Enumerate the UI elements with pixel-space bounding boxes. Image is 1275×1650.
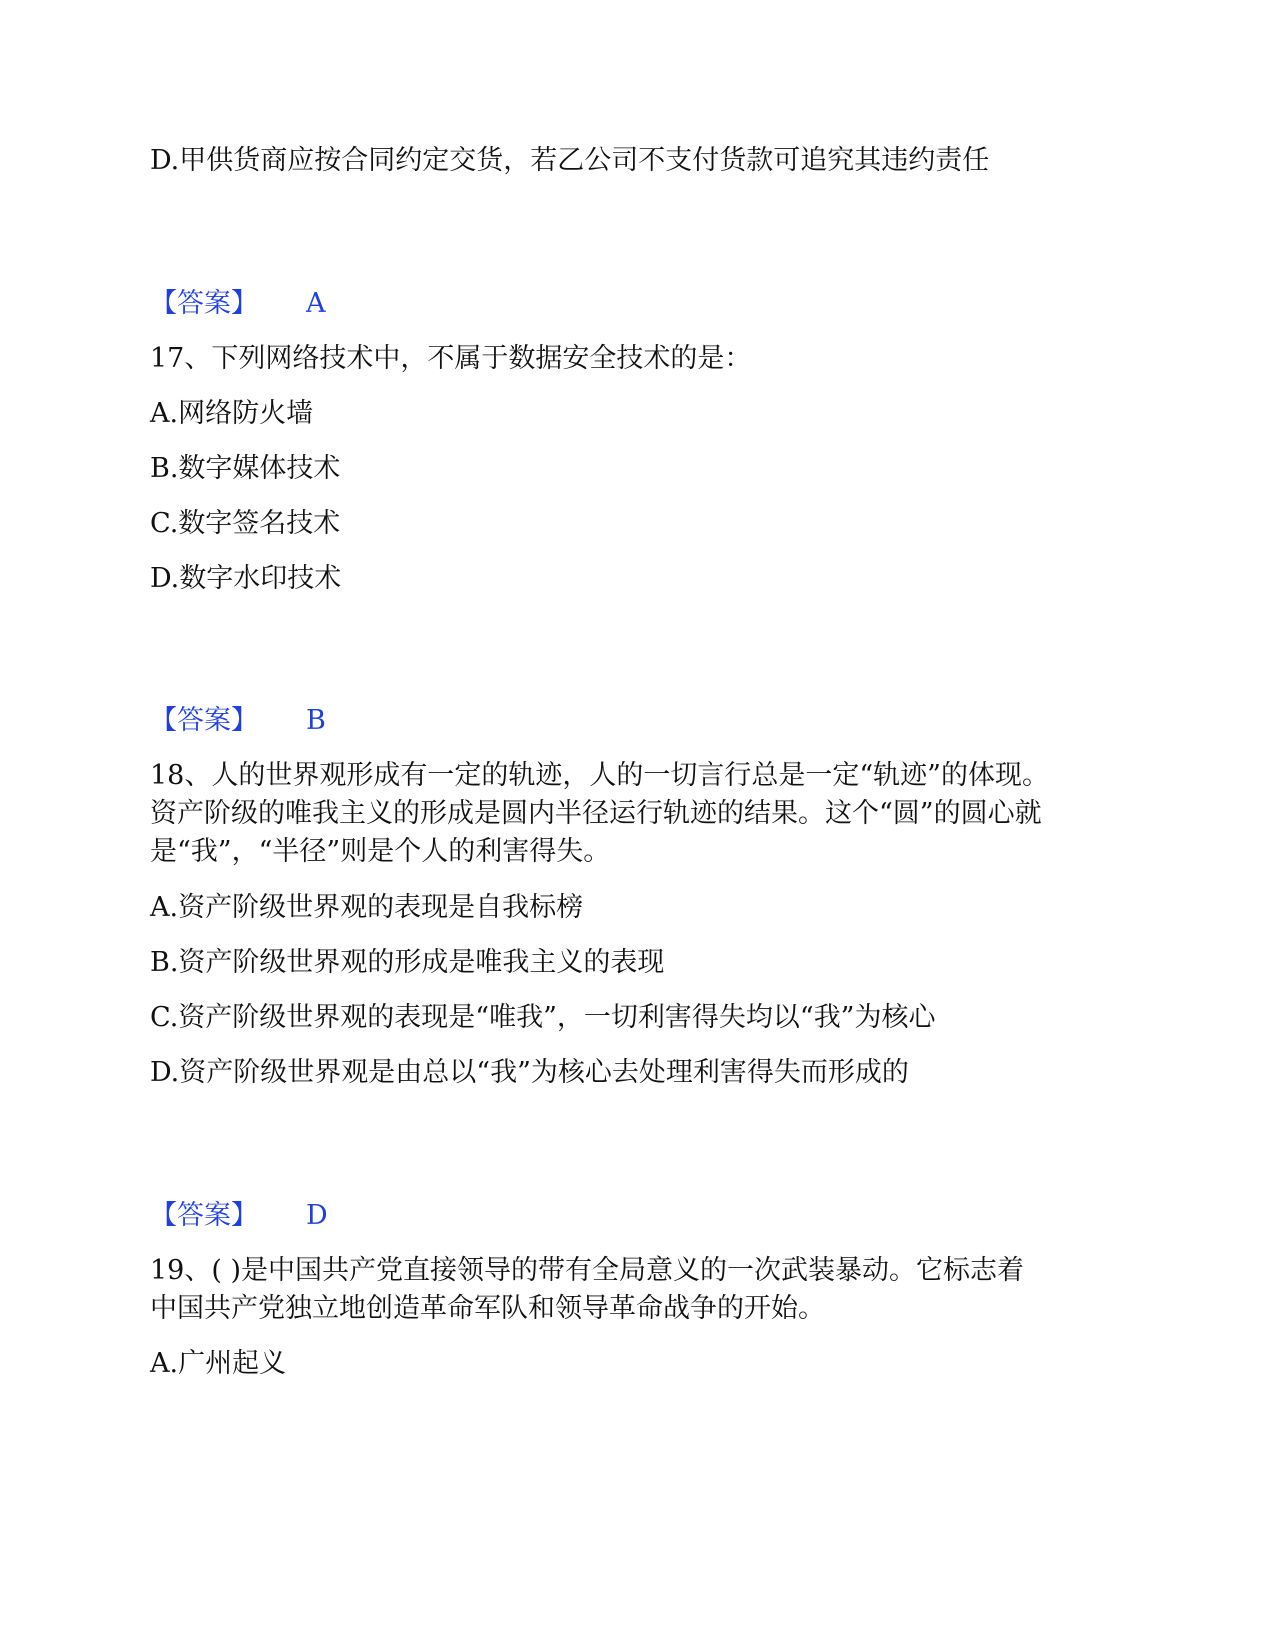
q19-stem-line-1: 19、( )是中国共产党直接领导的带有全局意义的一次武装暴动。它标志着: [150, 1255, 1025, 1286]
answer-label: 【答案】: [150, 1200, 258, 1231]
q17-option-b: B.数字媒体技术: [150, 453, 341, 484]
answer-value: D: [306, 1200, 328, 1231]
q18-stem-line-1: 18、人的世界观形成有一定的轨迹，人的一切言行总是一定“轨迹”的体现。: [150, 760, 1049, 791]
answer-label: 【答案】: [150, 288, 258, 319]
q17-option-d: D.数字水印技术: [150, 563, 342, 594]
q19-stem: [150, 1252, 1110, 1328]
q16-option-d: D.甲供货商应按合同约定交货，若乙公司不支付货款可追究其违约责任: [150, 145, 990, 176]
q18-stem-line-2: 资产阶级的唯我主义的形成是圆内半径运行轨迹的结果。这个“圆”的圆心就: [150, 798, 1042, 829]
q17-answer: [150, 702, 326, 740]
q16-answer: [150, 285, 326, 323]
q18-answer: [150, 1197, 328, 1235]
q18-option-b: B.资产阶级世界观的形成是唯我主义的表现: [150, 947, 665, 978]
q18-stem: [150, 757, 1110, 871]
answer-value: A: [306, 288, 326, 319]
q17-stem: 17、下列网络技术中，不属于数据安全技术的是：: [150, 343, 752, 374]
q18-option-d: D.资产阶级世界观是由总以“我”为核心去处理利害得失而形成的: [150, 1057, 909, 1088]
q17-option-c: C.数字签名技术: [150, 508, 341, 539]
q17-option-a: A.网络防火墙: [150, 398, 314, 429]
answer-label: 【答案】: [150, 705, 258, 736]
q18-option-a: A.资产阶级世界观的表现是自我标榜: [150, 892, 584, 923]
q18-option-c: C.资产阶级世界观的表现是“唯我”，一切利害得失均以“我”为核心: [150, 1002, 936, 1033]
answer-value: B: [306, 705, 326, 736]
q18-stem-line-3: 是“我”，“半径”则是个人的利害得失。: [150, 836, 611, 867]
q19-option-a: A.广州起义: [150, 1348, 287, 1379]
q19-stem-line-2: 中国共产党独立地创造革命军队和领导革命战争的开始。: [150, 1293, 825, 1324]
